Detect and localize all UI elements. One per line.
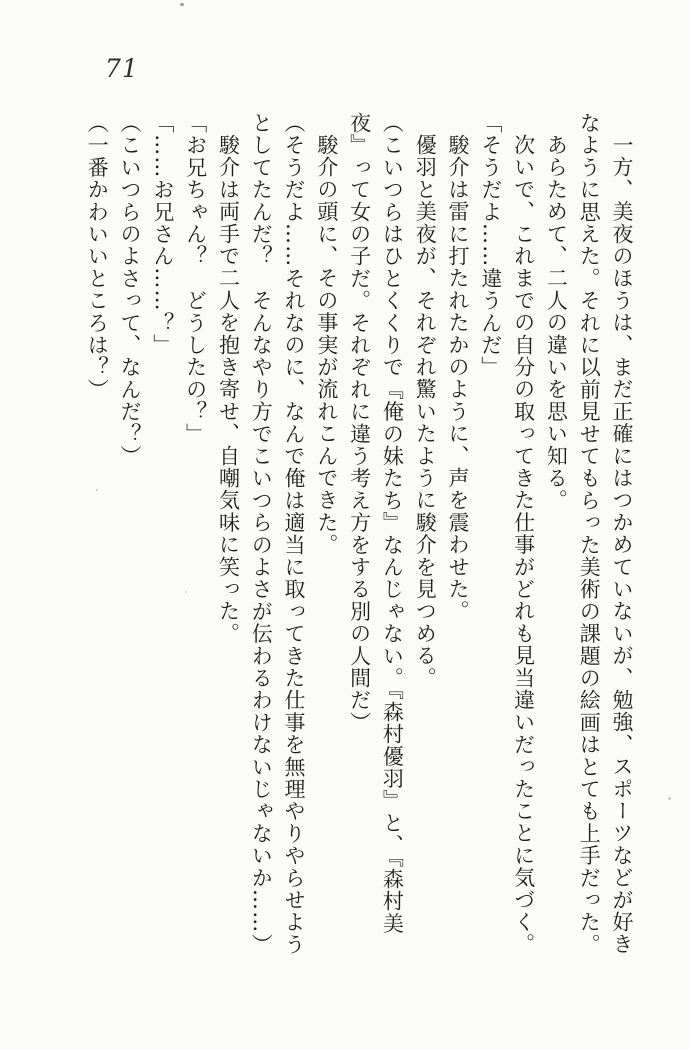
text-line: 夜』って女の子だ。それぞれに違う考え方をする別の人間だ） [347, 112, 372, 734]
text-line: 一方、美夜のほうは、まだ正確にはつかめていないが、勉強、スポーツなどが好き [610, 134, 634, 956]
text-line: 「お兄ちゃん？ どうしたの？」 [183, 112, 208, 445]
text-line: としてたんだ？ そんなやり方でこいつらのよさが伝わるわけないじゃないか……） [249, 112, 274, 956]
text-line: 次いで、これまでの自分の取ってきた仕事がどれも見当違いだったことに気づく。 [511, 134, 536, 956]
text-line: なように思えた。それに以前見せてもらった美術の課題の絵画はとても上手だった。 [577, 112, 602, 956]
paper-speck [185, 591, 187, 593]
text-line: 駿介の頭に、その事実が流れこんできた。 [314, 134, 339, 556]
text-line: （そうだよ……それなのに、なんで俺は適当に取ってきた仕事を無理やりやらせよう [282, 112, 307, 956]
text-line: （一番かわいいところは？） [85, 112, 110, 401]
text-line: （こいつらのよさって、なんだ？） [118, 112, 143, 468]
paper-speck [96, 489, 98, 491]
text-line: 「……お兄さん……？」 [150, 112, 175, 357]
text-line: 駿介は雷に打たれたかのように、声を震わせた。 [446, 134, 471, 623]
text-line: 優羽と美夜が、それぞれ驚いたように駿介を見つめる。 [413, 134, 438, 689]
text-line: あらためて、二人の違いを思い知る。 [544, 134, 569, 512]
page-number: 71 [105, 54, 139, 83]
paper-speck [668, 797, 671, 800]
page-text [78, 112, 638, 992]
paper-speck [180, 3, 184, 6]
text-line: （こいつらはひとくくりで『俺の妹たち』なんじゃない。『森村優羽』と、『森村美 [380, 112, 405, 935]
text-line: 駿介は両手で二人を抱き寄せ、自嘲気味に笑った。 [216, 134, 241, 645]
text-line: 「そうだよ……違うんだ」 [478, 112, 503, 379]
